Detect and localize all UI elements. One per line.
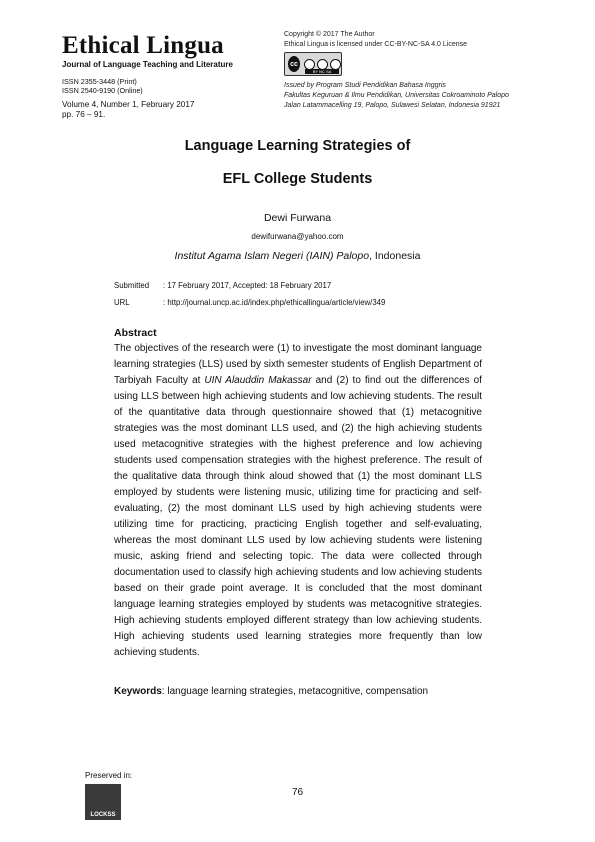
issued-by-prefix: Issued by	[284, 82, 314, 89]
url-label: URL	[114, 298, 130, 307]
journal-title: Ethical Lingua	[62, 32, 224, 59]
issued-by-program: Program Studi Pendidikan Bahasa Inggris	[315, 82, 446, 89]
license-notice: Ethical Lingua is licensed under CC-BY-NC-SA 4.0 License	[284, 41, 468, 48]
issn-online: ISSN 2540-9190 (Online)	[62, 86, 143, 95]
cc-badge-bar: BY NC SA	[305, 69, 339, 74]
keywords-label: Keywords	[114, 686, 162, 697]
abstract-body	[114, 341, 482, 661]
volume-info: Volume 4, Number 1, February 2017	[62, 100, 195, 109]
cc-icon: cc	[288, 56, 300, 72]
author-email[interactable]: dewifurwana@yahoo.com	[251, 232, 344, 241]
page-number: 76	[291, 787, 304, 798]
submitted-value: : 17 February 2017, Accepted: 18 February 2017	[163, 281, 332, 290]
keywords-value: : language learning strategies, metacognitive, compensation	[161, 686, 429, 697]
preserved-in-label: Preserved in:	[85, 771, 133, 780]
issued-by	[284, 81, 446, 91]
page-range: pp. 76 – 91.	[62, 110, 106, 119]
by-icon	[304, 59, 315, 70]
journal-subtitle: Journal of Language Teaching and Literature	[62, 60, 233, 69]
submitted-label: Submitted	[114, 281, 150, 290]
paper-title-line-2: EFL College Students	[222, 171, 373, 187]
copyright-notice: Copyright © 2017 The Author	[284, 31, 375, 38]
institution-name: Institut Agama Islam Negeri (IAIN) Palopo	[174, 250, 370, 262]
issn-print: ISSN 2355-3448 (Print)	[62, 77, 137, 86]
keywords	[114, 686, 428, 697]
institution-country: , Indonesia	[369, 250, 421, 262]
abstract-heading: Abstract	[114, 327, 157, 339]
cc-license-badge[interactable]	[284, 52, 342, 76]
author-affiliation	[0, 250, 595, 262]
abstract-text-part-1: The objectives of the research were (1) to investigate the most dominant language learning strategies (LLS) used by sixth semester students of English Department of Tarbiyah Faculty at	[114, 343, 482, 386]
nc-icon	[317, 59, 328, 70]
paper-title-line-1: Language Learning Strategies of	[184, 138, 411, 154]
abstract-text-part-2: and (2) to find out the differences of using LLS between high achieving students and low achieving students. The result of the quantitative data through questionnaire showed that (1) metacognitive strategies was the most dominant LLS used, and (2) the high achieving students used metacognitive strategies with the highest preference and low achieving students used compensation strategies with the highest preference. The result of the qualitative data through think aloud showed that (1) the most dominant LLS employed by students were listening music, utilizing time for practicing and self-evaluating, (2) the most dominant LLS used by high achieving students were utilizing time for practicing, practicing English together and self-evaluating, whereas the most dominant LLS used by low achieving students were listening music, asking friend and selecting topic. The data were collected through documentation used to classify high achieving students and low achieving students based on their grade point average. It is concluded that the most dominant language learning strategies employed by students was metacognitive strategies. High achieving students employed different strategy than low achieving students. High achieving students used learning strategies more frequently than low achieving students.	[114, 375, 482, 658]
issuer-faculty: Fakultas Keguruan & Ilmu Pendidikan, Universitas Cokroaminoto Palopo	[284, 92, 509, 99]
sa-icon	[330, 59, 341, 70]
author-name: Dewi Furwana	[263, 212, 332, 224]
issuer-address: Jalan Latammacelling 19, Palopo, Sulawesi Selatan, Indonesia 91921	[284, 102, 501, 109]
lockss-logo-text: LOCKSS	[90, 812, 116, 818]
article-url[interactable]: : http://journal.uncp.ac.id/index.php/ethicallingua/article/view/349	[163, 298, 386, 307]
abstract-place: UIN Alauddin Makassar	[204, 375, 312, 386]
